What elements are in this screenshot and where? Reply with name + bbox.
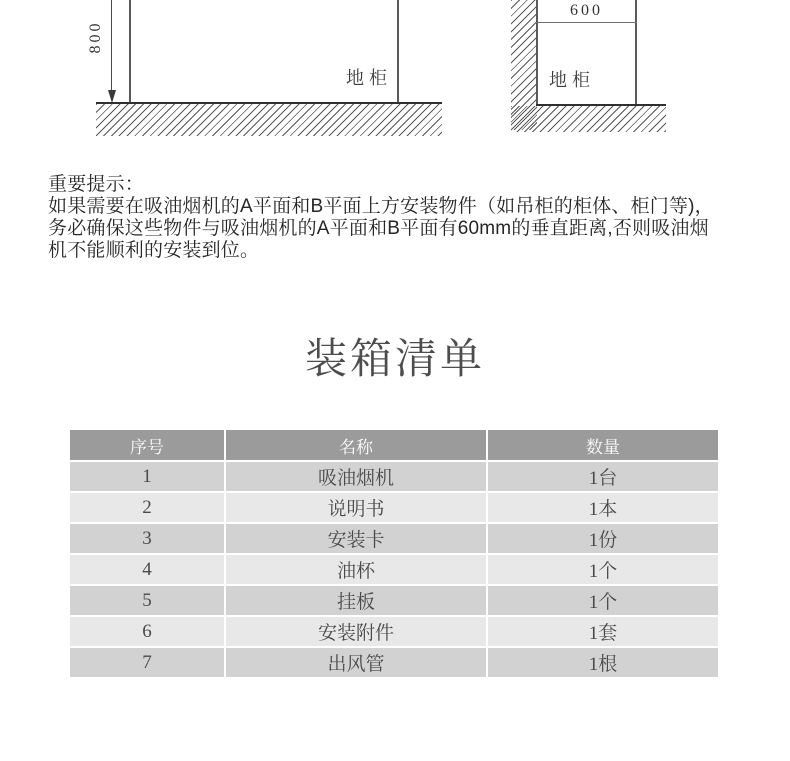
cell-name: 油杯 [226, 555, 486, 584]
cabinet-left-edge-line [129, 0, 131, 102]
dimension-label-600: 600 [570, 2, 603, 19]
packing-list-table [70, 430, 718, 677]
floor-cabinet-label: 地柜 [346, 68, 392, 88]
page-title: 装箱清单 [304, 335, 485, 382]
floor-hatching [96, 104, 442, 136]
notice-line: 务必确保这些物件与吸油烟机的A平面和B平面有60mm的垂直距离,否则吸油烟 [48, 218, 709, 239]
cell-qty: 1根 [488, 648, 718, 677]
cell-qty: 1个 [488, 586, 718, 615]
cell-no: 7 [70, 648, 224, 677]
cell-name: 挂板 [226, 586, 486, 615]
cell-qty: 1套 [488, 617, 718, 646]
header-cell-name: 名称 [226, 430, 486, 460]
cell-no: 4 [70, 555, 224, 584]
cell-name: 出风管 [226, 648, 486, 677]
dimension-line-800 [111, 0, 112, 92]
cell-no: 6 [70, 617, 224, 646]
cell-name: 说明书 [226, 493, 486, 522]
cell-qty: 1台 [488, 462, 718, 491]
cell-name: 安装卡 [226, 524, 486, 553]
notice-line: 如果需要在吸油烟机的A平面和B平面上方安装物件（如吊柜的柜体、柜门等)， [48, 196, 714, 217]
cell-qty: 1本 [488, 493, 718, 522]
important-notice [48, 174, 714, 262]
cell-qty: 1个 [488, 555, 718, 584]
cell-name: 吸油烟机 [226, 462, 486, 491]
cabinet-front-line [635, 0, 637, 104]
floor-hatching [511, 106, 666, 132]
floor-cabinet-label: 地柜 [549, 70, 595, 90]
header-cell-qty: 数量 [488, 430, 718, 460]
cabinet-right-edge-line [397, 0, 399, 102]
notice-heading: 重要提示： [48, 174, 145, 195]
cell-qty: 1份 [488, 524, 718, 553]
dimension-label-800: 800 [87, 20, 104, 54]
cell-no: 3 [70, 524, 224, 553]
cell-name: 安装附件 [226, 617, 486, 646]
cell-no: 1 [70, 462, 224, 491]
header-cell-no: 序号 [70, 430, 224, 460]
cabinet-top-line [536, 22, 637, 23]
cell-no: 2 [70, 493, 224, 522]
wall-face-line [536, 0, 538, 104]
notice-line: 机不能顺利的安装到位。 [48, 240, 260, 261]
cell-no: 5 [70, 586, 224, 615]
